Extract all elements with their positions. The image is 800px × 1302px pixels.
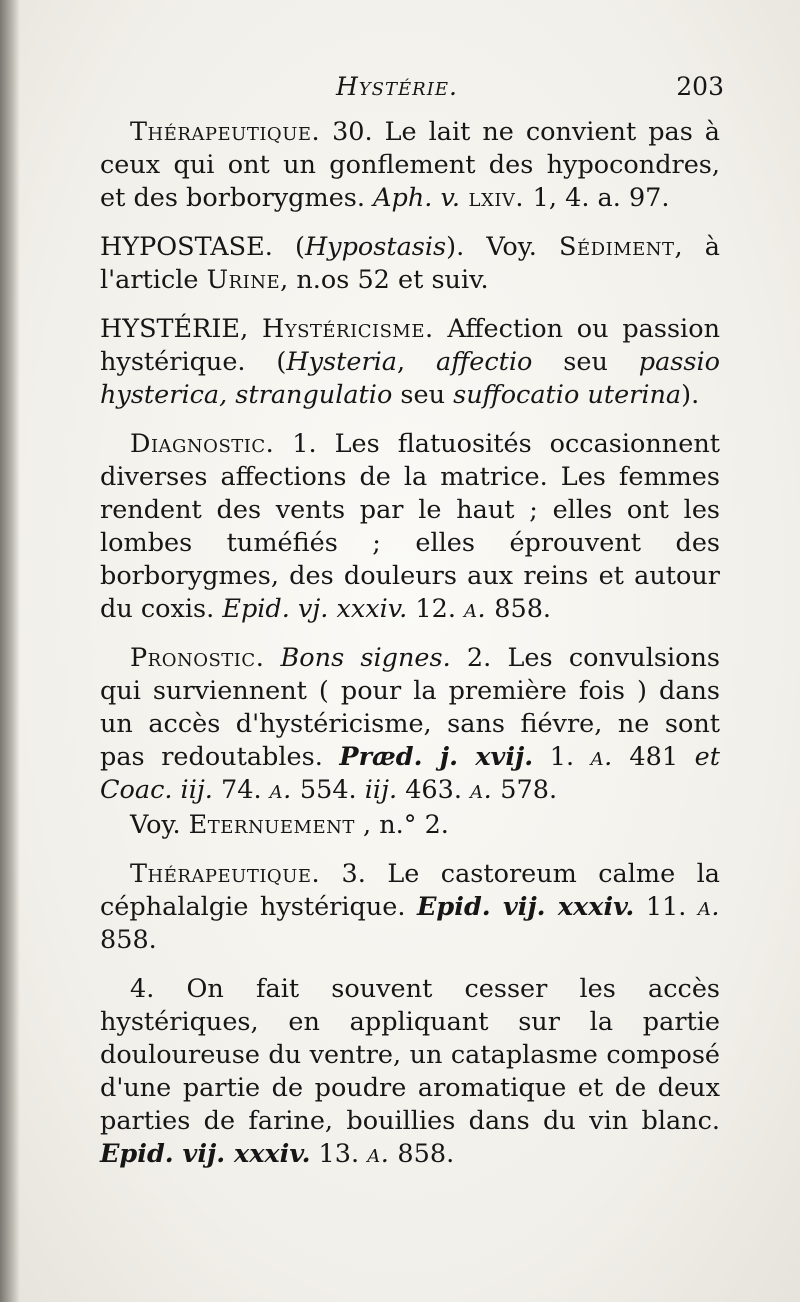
paren-open: ( [272,232,305,262]
entry-hysterie [100,313,720,412]
reference-number: 481 [612,742,695,772]
latin-term: affectio [436,347,533,377]
entry-headword: HYPOSTASE. [100,232,273,262]
reference: iij. [364,775,398,805]
synonym: Hystéricisme. [261,314,434,344]
paragraph-text: 4. On fait souvent cesser les accès hystériques, en appliquant sur la partie douloureuse du ventre, un cataplasme composé d'une partie de poudre aromatique et de deux parties de farine, bouillies dans du vin blanc. [100,974,720,1136]
reference-number: 858. [486,594,552,624]
paragraph-see-also [100,809,720,842]
reference-a: a. [367,1139,390,1169]
entry-text: seu [392,380,454,410]
reference-a: a. [269,775,292,805]
reference-a: a. [590,742,613,772]
running-title: Hystérie. [336,72,458,101]
latin-term: passio hysterica, strangulatio [100,347,720,410]
section-label: Thérapeutique. [130,859,321,889]
latin-term: Hypostasis [304,232,447,262]
page-spine-shadow [0,0,20,1302]
entry-text: Affection ou passion hystérique. ( [100,314,720,377]
reference-number: 11. [634,892,698,922]
reference-number: 13. [310,1139,368,1169]
cross-reference: Eternuement [188,810,355,840]
page-number: 203 [676,72,724,101]
paragraph-therapeutique-4 [100,973,720,1171]
paragraph-text: 1. Les flatuosités occasionnent diverses affections de la matrice. Les femmes rendent des vents par le haut ; elles ont les lombes tuméfiés ; elles éprouvent des borborygmes, des douleurs aux reins et autour du coxis. [100,429,720,624]
reference: Coac. iij. [100,775,213,805]
reference-number: 12. [407,594,465,624]
reference: Præd. j. xvij. [339,742,534,772]
entry-text: seu [532,347,639,377]
reference-number: 554. [291,775,365,805]
latin-term: suffocatio uterina [453,380,682,410]
reference-number: 1, 4. a. 97. [532,183,670,213]
paragraph-therapeutique-30 [100,116,720,215]
reference: Epid. vj. xxxiv. [222,594,408,624]
signs-label: Bons signes. [264,643,451,673]
reference: Aph. v. [373,183,460,213]
page-header [100,72,724,112]
reference-number: 858. [100,925,157,955]
reference-number: 1. [533,742,591,772]
see-also-label: Voy. [130,810,189,840]
entry-text: , [240,314,262,344]
section-label: Diagnostic. [130,429,275,459]
reference-number: 74. [212,775,270,805]
reference: Epid. vij. xxxiv. [100,1139,311,1169]
paragraph-text: 2. Les convulsions qui surviennent ( pour la première fois ) dans un accès d'hystéricisme, sans fiévre, ne sont pas redoutables. [100,643,720,772]
entry-text: , à l'article [100,232,720,295]
entry-text: , [397,347,436,377]
paragraph-diagnostic [100,428,720,626]
entry-text: , n.os 52 et suiv. [280,265,489,295]
reference-et: et [694,742,720,772]
paragraph-pronostic [100,642,720,807]
entry-headword: HYSTÉRIE [100,314,241,344]
cross-reference: Urine [206,265,281,295]
section-label: Pronostic. [130,643,265,673]
paragraph-text: 3. Le castoreum calme la céphalalgie hystérique. [100,859,720,922]
cross-reference: Sédiment [559,232,675,262]
reference-number: 578. [492,775,558,805]
entry-text: ). Voy. [446,232,560,262]
paragraph-text: 30. Le lait ne convient pas à ceux qui ont un gonflement des hypocondres, et des borborygmes. [100,117,720,213]
latin-term: Hysteria [286,347,397,377]
reference-a: a. [697,892,721,922]
reference-a: a. [470,775,493,805]
reference: Epid. vij. xxxiv. [417,892,635,922]
page-body [100,116,720,1187]
section-label: Thérapeutique. [130,117,321,147]
entry-text: ). [681,380,700,410]
reference-number: 858. [389,1139,455,1169]
reference-a: a. [464,594,487,624]
paragraph-therapeutique-3 [100,858,720,957]
reference-number: , n.° 2. [354,810,449,840]
entry-hypostase [100,231,720,297]
reference-roman: lxiv. [459,183,533,213]
reference-number: 463. [397,775,471,805]
